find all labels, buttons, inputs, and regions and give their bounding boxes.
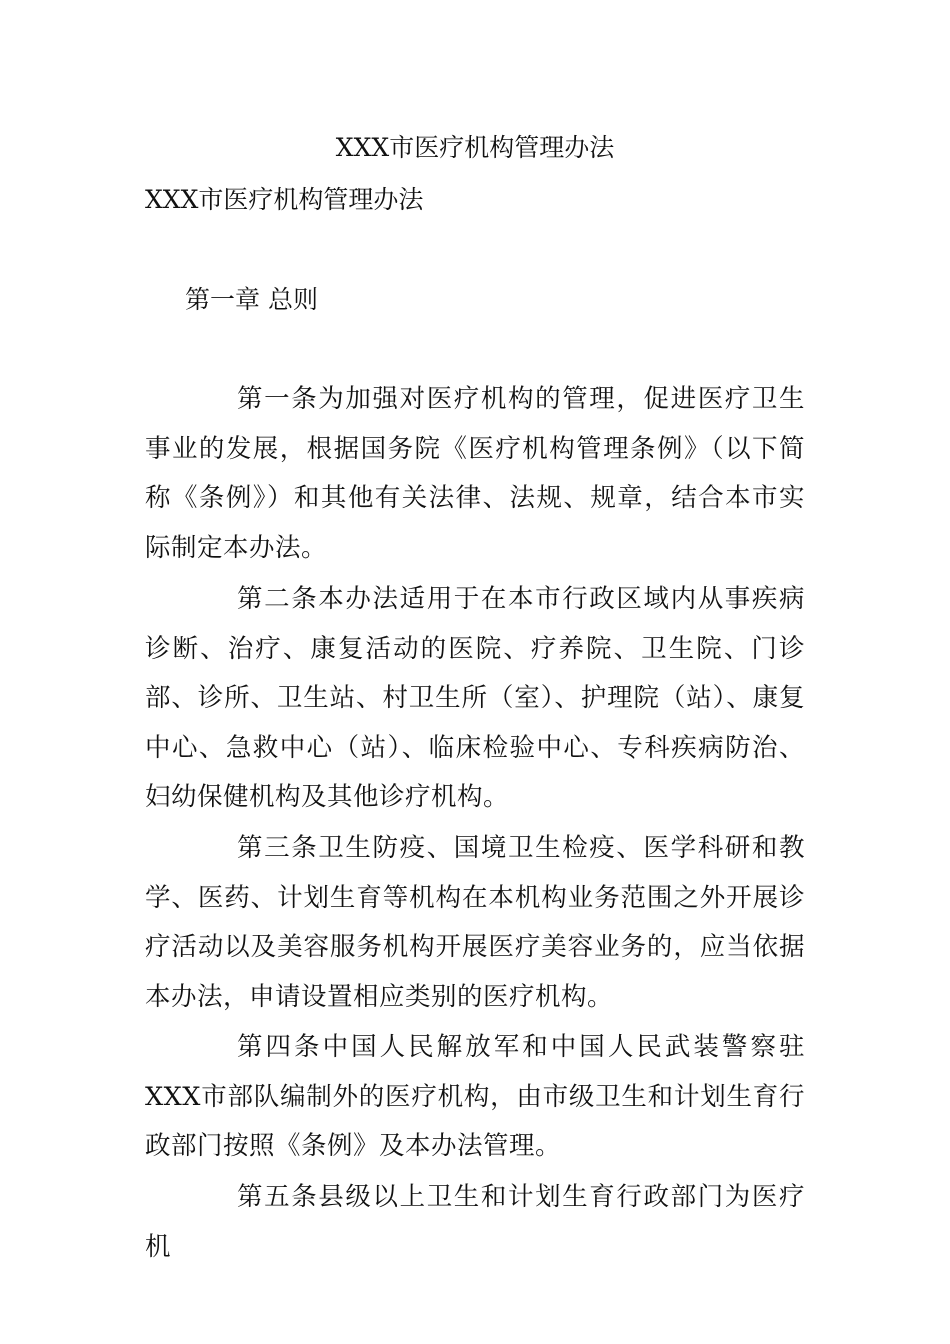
document-subtitle: XXX市医疗机构管理办法: [145, 185, 424, 214]
article-4: 第四条中国人民解放军和中国人民武装警察驻XXX市部队编制外的医疗机构，由市级卫生和计划生育行政部门按照《条例》及本办法管理。: [145, 1032, 805, 1162]
article-5: 第五条县级以上卫生和计划生育行政部门为医疗机: [145, 1182, 805, 1262]
document-title: XXX市医疗机构管理办法: [335, 133, 615, 162]
chapter-heading: 第一章 总则: [185, 285, 318, 314]
article-2: 第二条本办法适用于在本市行政区域内从事疾病诊断、治疗、康复活动的医院、疗养院、卫生院、门诊部、诊所、卫生站、村卫生所（室）、护理院（站）、康复中心、急救中心（站）、临床检验中心、专科疾病防治、妇幼保健机构及其他诊疗机构。: [145, 584, 805, 813]
article-1: 第一条为加强对医疗机构的管理，促进医疗卫生事业的发展，根据国务院《医疗机构管理条例》（以下简称《条例》）和其他有关法律、法规、规章，结合本市实际制定本办法。: [145, 384, 805, 563]
article-3: 第三条卫生防疫、国境卫生检疫、医学科研和教学、医药、计划生育等机构在本机构业务范围之外开展诊疗活动以及美容服务机构开展医疗美容业务的，应当依据本办法，申请设置相应类别的医疗机构。: [145, 833, 805, 1012]
